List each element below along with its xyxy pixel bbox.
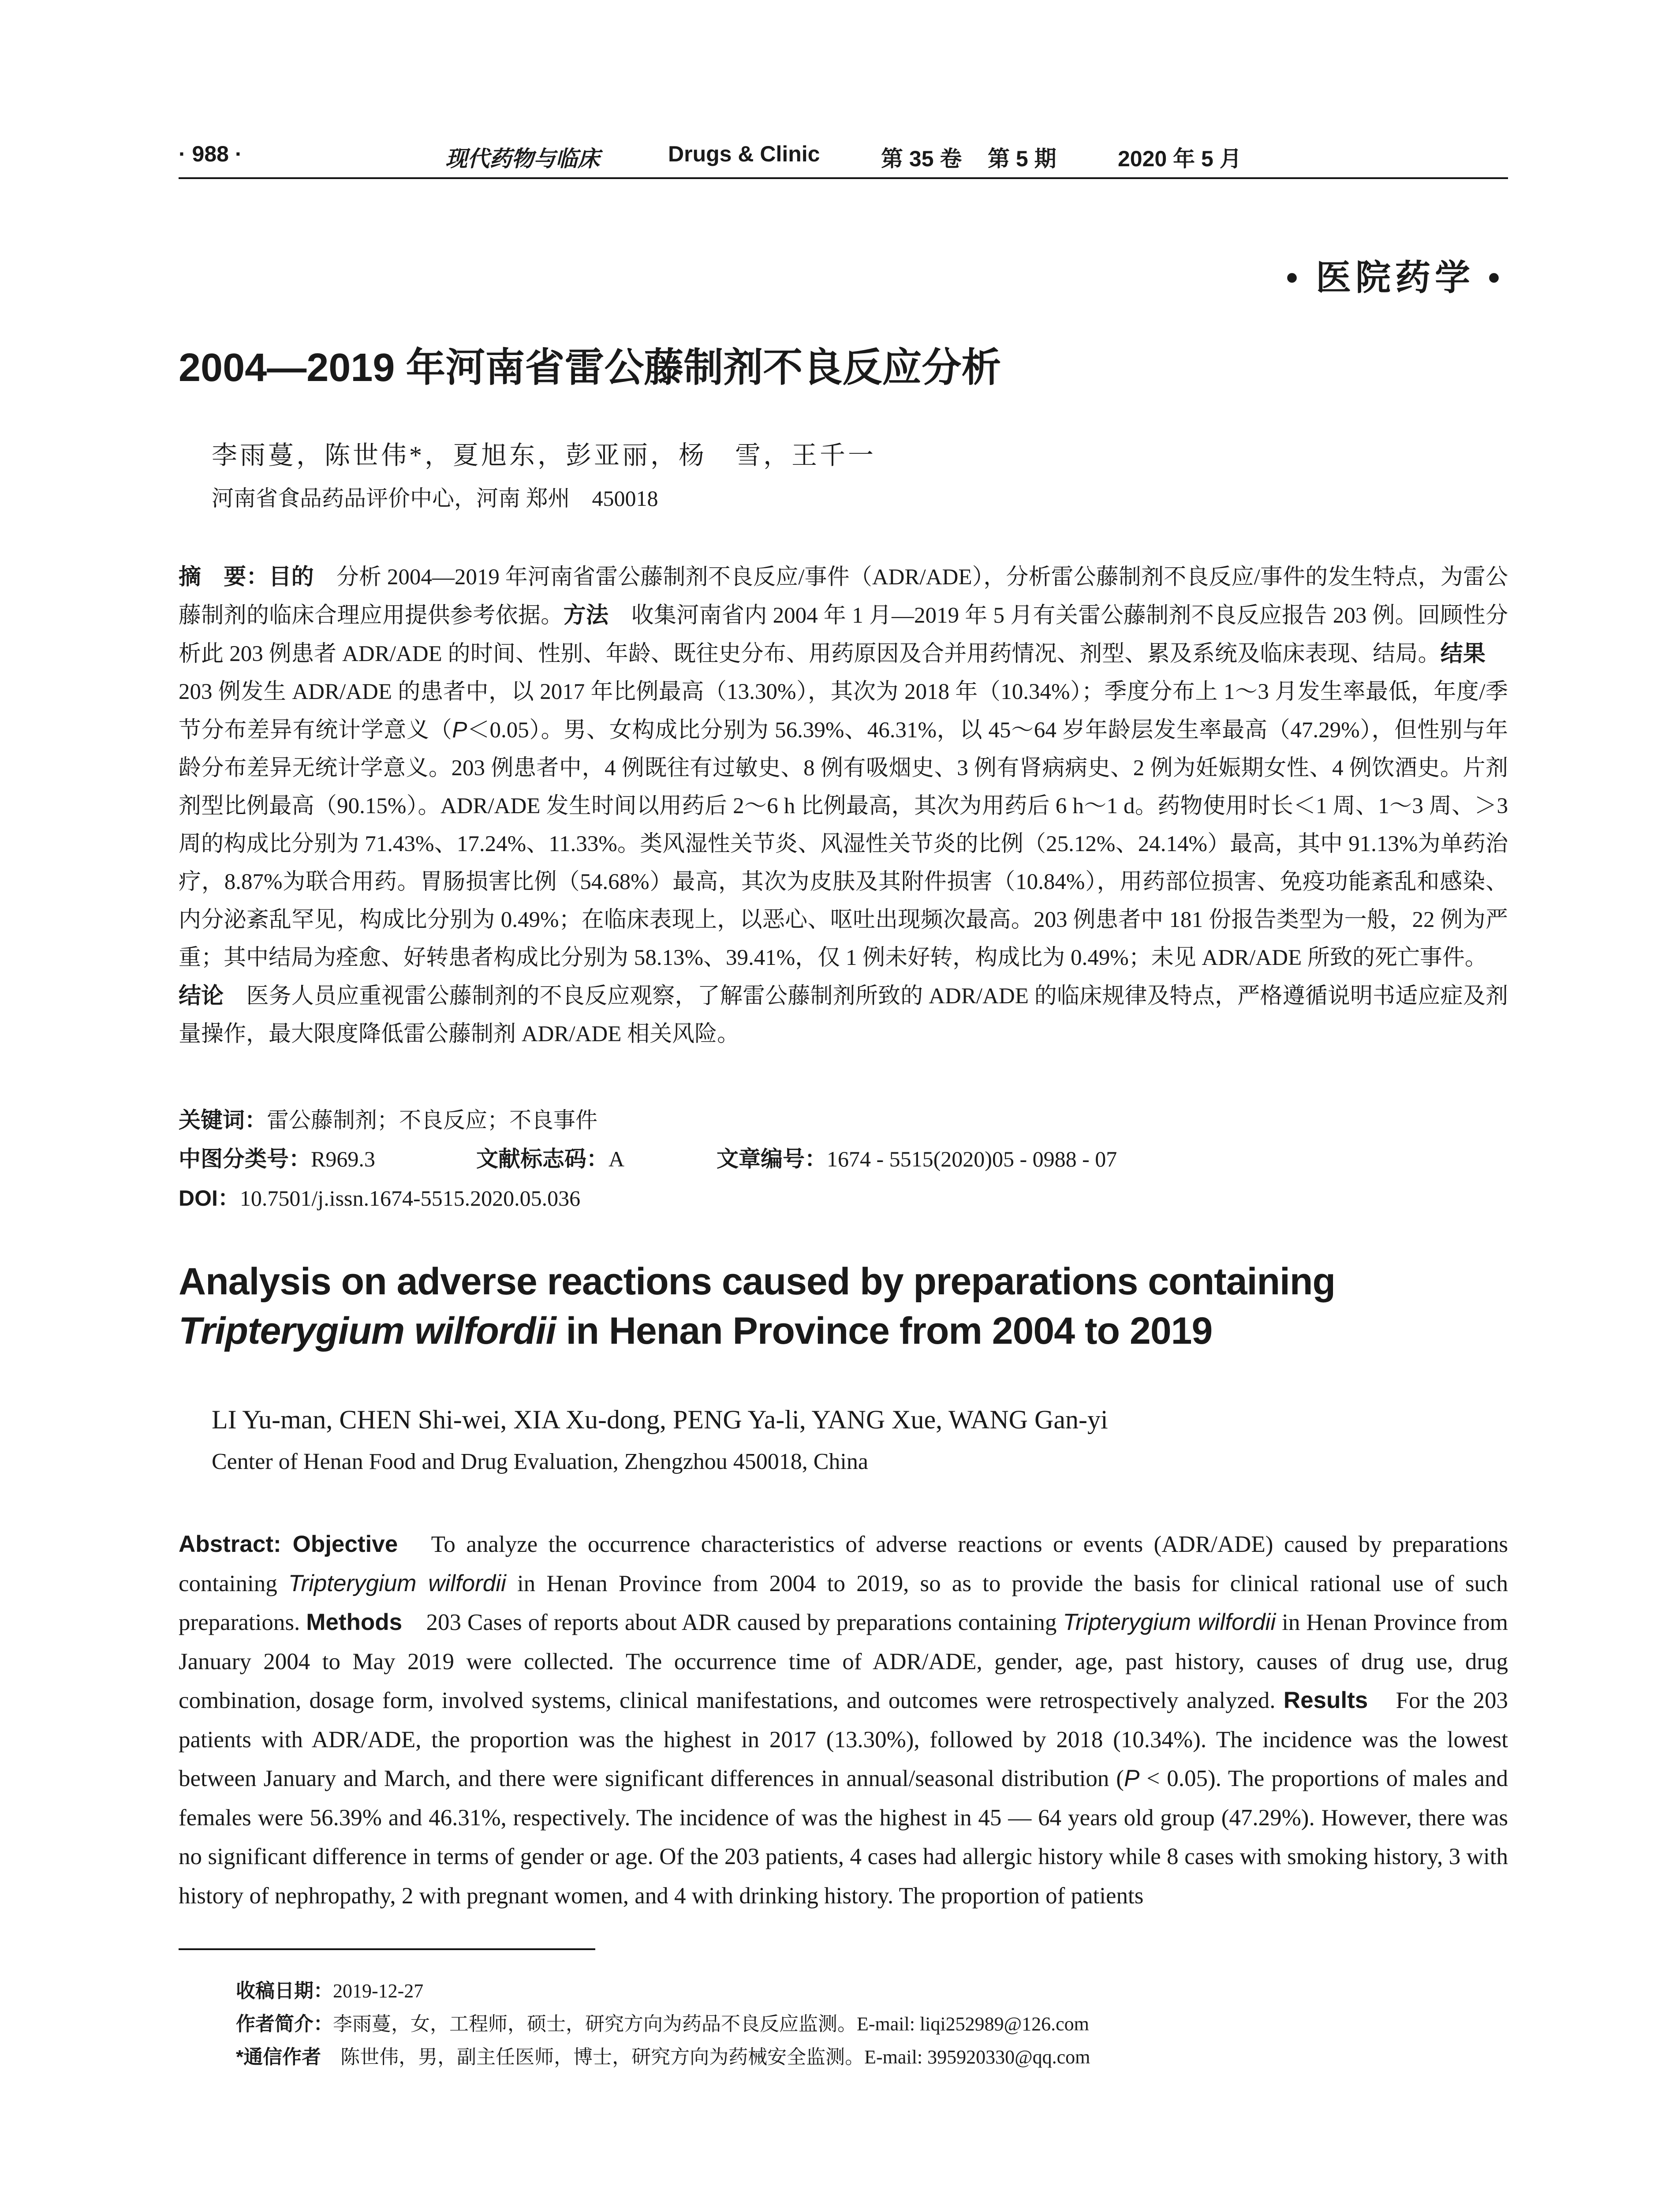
- methods-text-en-b: in Henan Province from January 2004 to May 2019 were collected. The occurrence time of ADR/ADE, gender, age, past history, causes of drug use, drug combination, dosage form, involved systems, clinical manifestations, and outcomes were retrospectively analyzed.: [179, 1610, 1508, 1713]
- article-number-label: 文章编号：: [717, 1147, 827, 1171]
- journal-name-cn: 现代药物与临床: [445, 146, 600, 171]
- title-cn: 2004—2019 年河南省雷公藤制剂不良反应分析: [179, 346, 1001, 390]
- abstract-en: [179, 1525, 1508, 1915]
- clc-value: R969.3: [311, 1147, 375, 1171]
- article-number-line: [717, 1141, 1117, 1173]
- classification-line: [179, 1141, 375, 1173]
- species-name-2: Tripterygium wilfordii: [1063, 1609, 1276, 1635]
- corresponding-value: 陈世伟，男，副主任医师，博士，研究方向为药械安全监测。E-mail: 395920330@qq.com: [321, 2046, 1090, 2068]
- header-rule: [179, 177, 1508, 179]
- abstract-cn: [179, 558, 1508, 1053]
- results-text-en-a: For the 203 patients with ADR/ADE, the proportion was the highest in 2017 (13.30%), followed by 2018 (10.34%). The incidence was the lowest between January and March, and there were significant differences in annual/seasonal distribution (: [179, 1688, 1508, 1791]
- abstract-label-cn: 摘 要：: [179, 564, 269, 589]
- document-code-line: [476, 1141, 624, 1173]
- keywords-label: 关键词：: [179, 1108, 267, 1132]
- methods-label-cn: 方法: [563, 602, 609, 628]
- methods-text-en-a: 203 Cases of reports about ADR caused by preparations containing: [402, 1610, 1063, 1635]
- affiliation-cn: 河南省食品药品评价中心，河南 郑州 450018: [212, 486, 658, 511]
- abstract-label-en: Abstract:: [179, 1531, 293, 1557]
- p-value-symbol-en: P: [1124, 1765, 1140, 1791]
- authors-cn: 李雨蔓，陈世伟*，夏旭东，彭亚丽，杨 雪，王千一: [212, 441, 877, 470]
- clc-label: 中图分类号：: [179, 1147, 311, 1171]
- received-label: 收稿日期：: [236, 1980, 333, 2002]
- species-name-1: Tripterygium wilfordii: [288, 1570, 506, 1596]
- page-number: · 988 ·: [179, 142, 243, 166]
- journal-name-en: Drugs & Clinic: [668, 142, 820, 166]
- corresponding-label: *通信作者: [236, 2046, 321, 2068]
- objective-text-en-a: To analyze the occurrence characteristics of adverse reactions or events (ADR/ADE) caused by preparations containing: [179, 1532, 1508, 1596]
- footnote-corresponding: [236, 2041, 1090, 2069]
- footnote-author-bio: [236, 2008, 1089, 2036]
- results-text-cn-a: 203 例发生 ADR/ADE 的患者中，以 2017 年比例最高（13.30%），其次为 2018 年（10.34%）；季度分布上 1～3 月发生率最低，年度/季节分布差异有统计学意义（: [179, 642, 1508, 743]
- section-tag: • 医院药学 •: [1285, 259, 1505, 298]
- footnote-received: [236, 1975, 423, 2003]
- volume: 第 35 卷: [881, 146, 962, 171]
- keywords-line: [179, 1102, 597, 1134]
- issue-date: 2020 年 5 月: [1118, 146, 1242, 171]
- doi-value: 10.7501/j.issn.1674-5515.2020.05.036: [239, 1186, 581, 1211]
- results-text-en-b: < 0.05). The proportions of males and females were 56.39% and 46.31%, respectively. The incidence of was the highest in 45 — 64 years old group (47.29%). However, there was no significant difference in terms of gender or age. Of the 203 patients, 4 cases had allergic history while 8 cases with smoking history, 3 with history of nephropathy, 2 with pregnant women, and 4 with drinking history. The proportion of patients: [179, 1766, 1508, 1909]
- objective-label-cn: 目的: [269, 564, 314, 589]
- results-text-cn-b: ＜0.05）。男、女构成比分别为 56.39%、46.31%，以 45～64 岁年龄层发生率最高（47.29%），但性别与年龄分布差异无统计学意义。203 例患者中，4 例既往有过敏史、8 例有吸烟史、3 例有肾病病史、2 例为妊娠期女性、4 例饮酒史。片剂剂型比例最高（90.15%）。ADR/ADE 发生时间以用药后 2～6 h 比例最高，其次为用药后 6 h～1 d。药物使用时长＜1 周、1～3 周、＞3 周的构成比分别为 71.43%、17.24%、11.33%。类风湿性关节炎、风湿性关节炎的比例（25.12%、24.14%）最高，其中 91.13%为单药治疗，8.87%为联合用药。胃肠损害比例（54.68%）最高，其次为皮肤及其附件损害（10.84%），用药部位损害、免疫功能紊乱和感染、内分泌紊乱罕见，构成比分别为 0.49%；在临床表现上，以恶心、呕吐出现频次最高。203 例患者中 181 份报告类型为一般，22 例为严重；其中结局为痊愈、好转患者构成比分别为 58.13%、39.41%，仅 1 例未好转，构成比为 0.49%；未见 ADR/ADE 所致的死亡事件。: [179, 718, 1508, 970]
- footnote-rule: [179, 1948, 595, 1950]
- document-code-value: A: [609, 1147, 625, 1171]
- title-en-part1: Analysis on adverse reactions caused by preparations containing: [179, 1260, 1335, 1303]
- affiliation-en: Center of Henan Food and Drug Evaluation, Zhengzhou 450018, China: [212, 1449, 868, 1474]
- keywords-value: 雷公藤制剂；不良反应；不良事件: [267, 1108, 597, 1132]
- p-value-symbol-cn: P: [452, 717, 467, 742]
- doi-line: [179, 1181, 580, 1212]
- authors-en: LI Yu-man, CHEN Shi-wei, XIA Xu-dong, PENG Ya-li, YANG Xue, WANG Gan-yi: [212, 1405, 1108, 1434]
- title-en-part2: in Henan Province from 2004 to 2019: [556, 1310, 1213, 1352]
- title-en-species: Tripterygium wilfordii: [179, 1310, 556, 1352]
- document-code-label: 文献标志码：: [476, 1147, 609, 1171]
- conclusion-text-cn: 医务人员应重视雷公藤制剂的不良反应观察，了解雷公藤制剂所致的 ADR/ADE 的临床规律及特点，严格遵循说明书适应症及剂量操作，最大限度降低雷公藤制剂 ADR/ADE 相关风险。: [179, 984, 1508, 1046]
- received-value: 2019-12-27: [333, 1980, 424, 2002]
- objective-text-cn: 分析 2004—2019 年河南省雷公藤制剂不良反应/事件（ADR/ADE），分析雷公藤制剂不良反应/事件的发生特点，为雷公藤制剂的临床合理应用提供参考依据。: [179, 565, 1508, 628]
- article-number-value: 1674 - 5515(2020)05 - 0988 - 07: [827, 1147, 1117, 1171]
- objective-text-en-b: in Henan Province from 2004 to 2019, so as to provide the basis for clinical rational use of such preparations.: [179, 1570, 1508, 1635]
- results-label-cn: 结果: [1440, 641, 1486, 666]
- conclusion-label-cn: 结论: [179, 983, 224, 1008]
- title-en: [179, 1257, 1508, 1356]
- methods-text-cn: 收集河南省内 2004 年 1 月—2019 年 5 月有关雷公藤制剂不良反应报告 203 例。回顾性分析此 203 例患者 ADR/ADE 的时间、性别、年龄、既往史分布、用药原因及合并用药情况、剂型、累及系统及临床表现、结局。: [179, 603, 1508, 666]
- author-bio-value: 李雨蔓，女，工程师，硕士，研究方向为药品不良反应监测。E-mail: liqi252989@126.com: [333, 2013, 1089, 2035]
- doi-label: DOI：: [179, 1186, 240, 1211]
- objective-label-en: Objective: [292, 1531, 398, 1557]
- methods-label-en: Methods: [306, 1609, 403, 1635]
- issue: 第 5 期: [988, 146, 1057, 171]
- results-label-en: Results: [1283, 1687, 1368, 1713]
- author-bio-label: 作者简介：: [236, 2013, 333, 2035]
